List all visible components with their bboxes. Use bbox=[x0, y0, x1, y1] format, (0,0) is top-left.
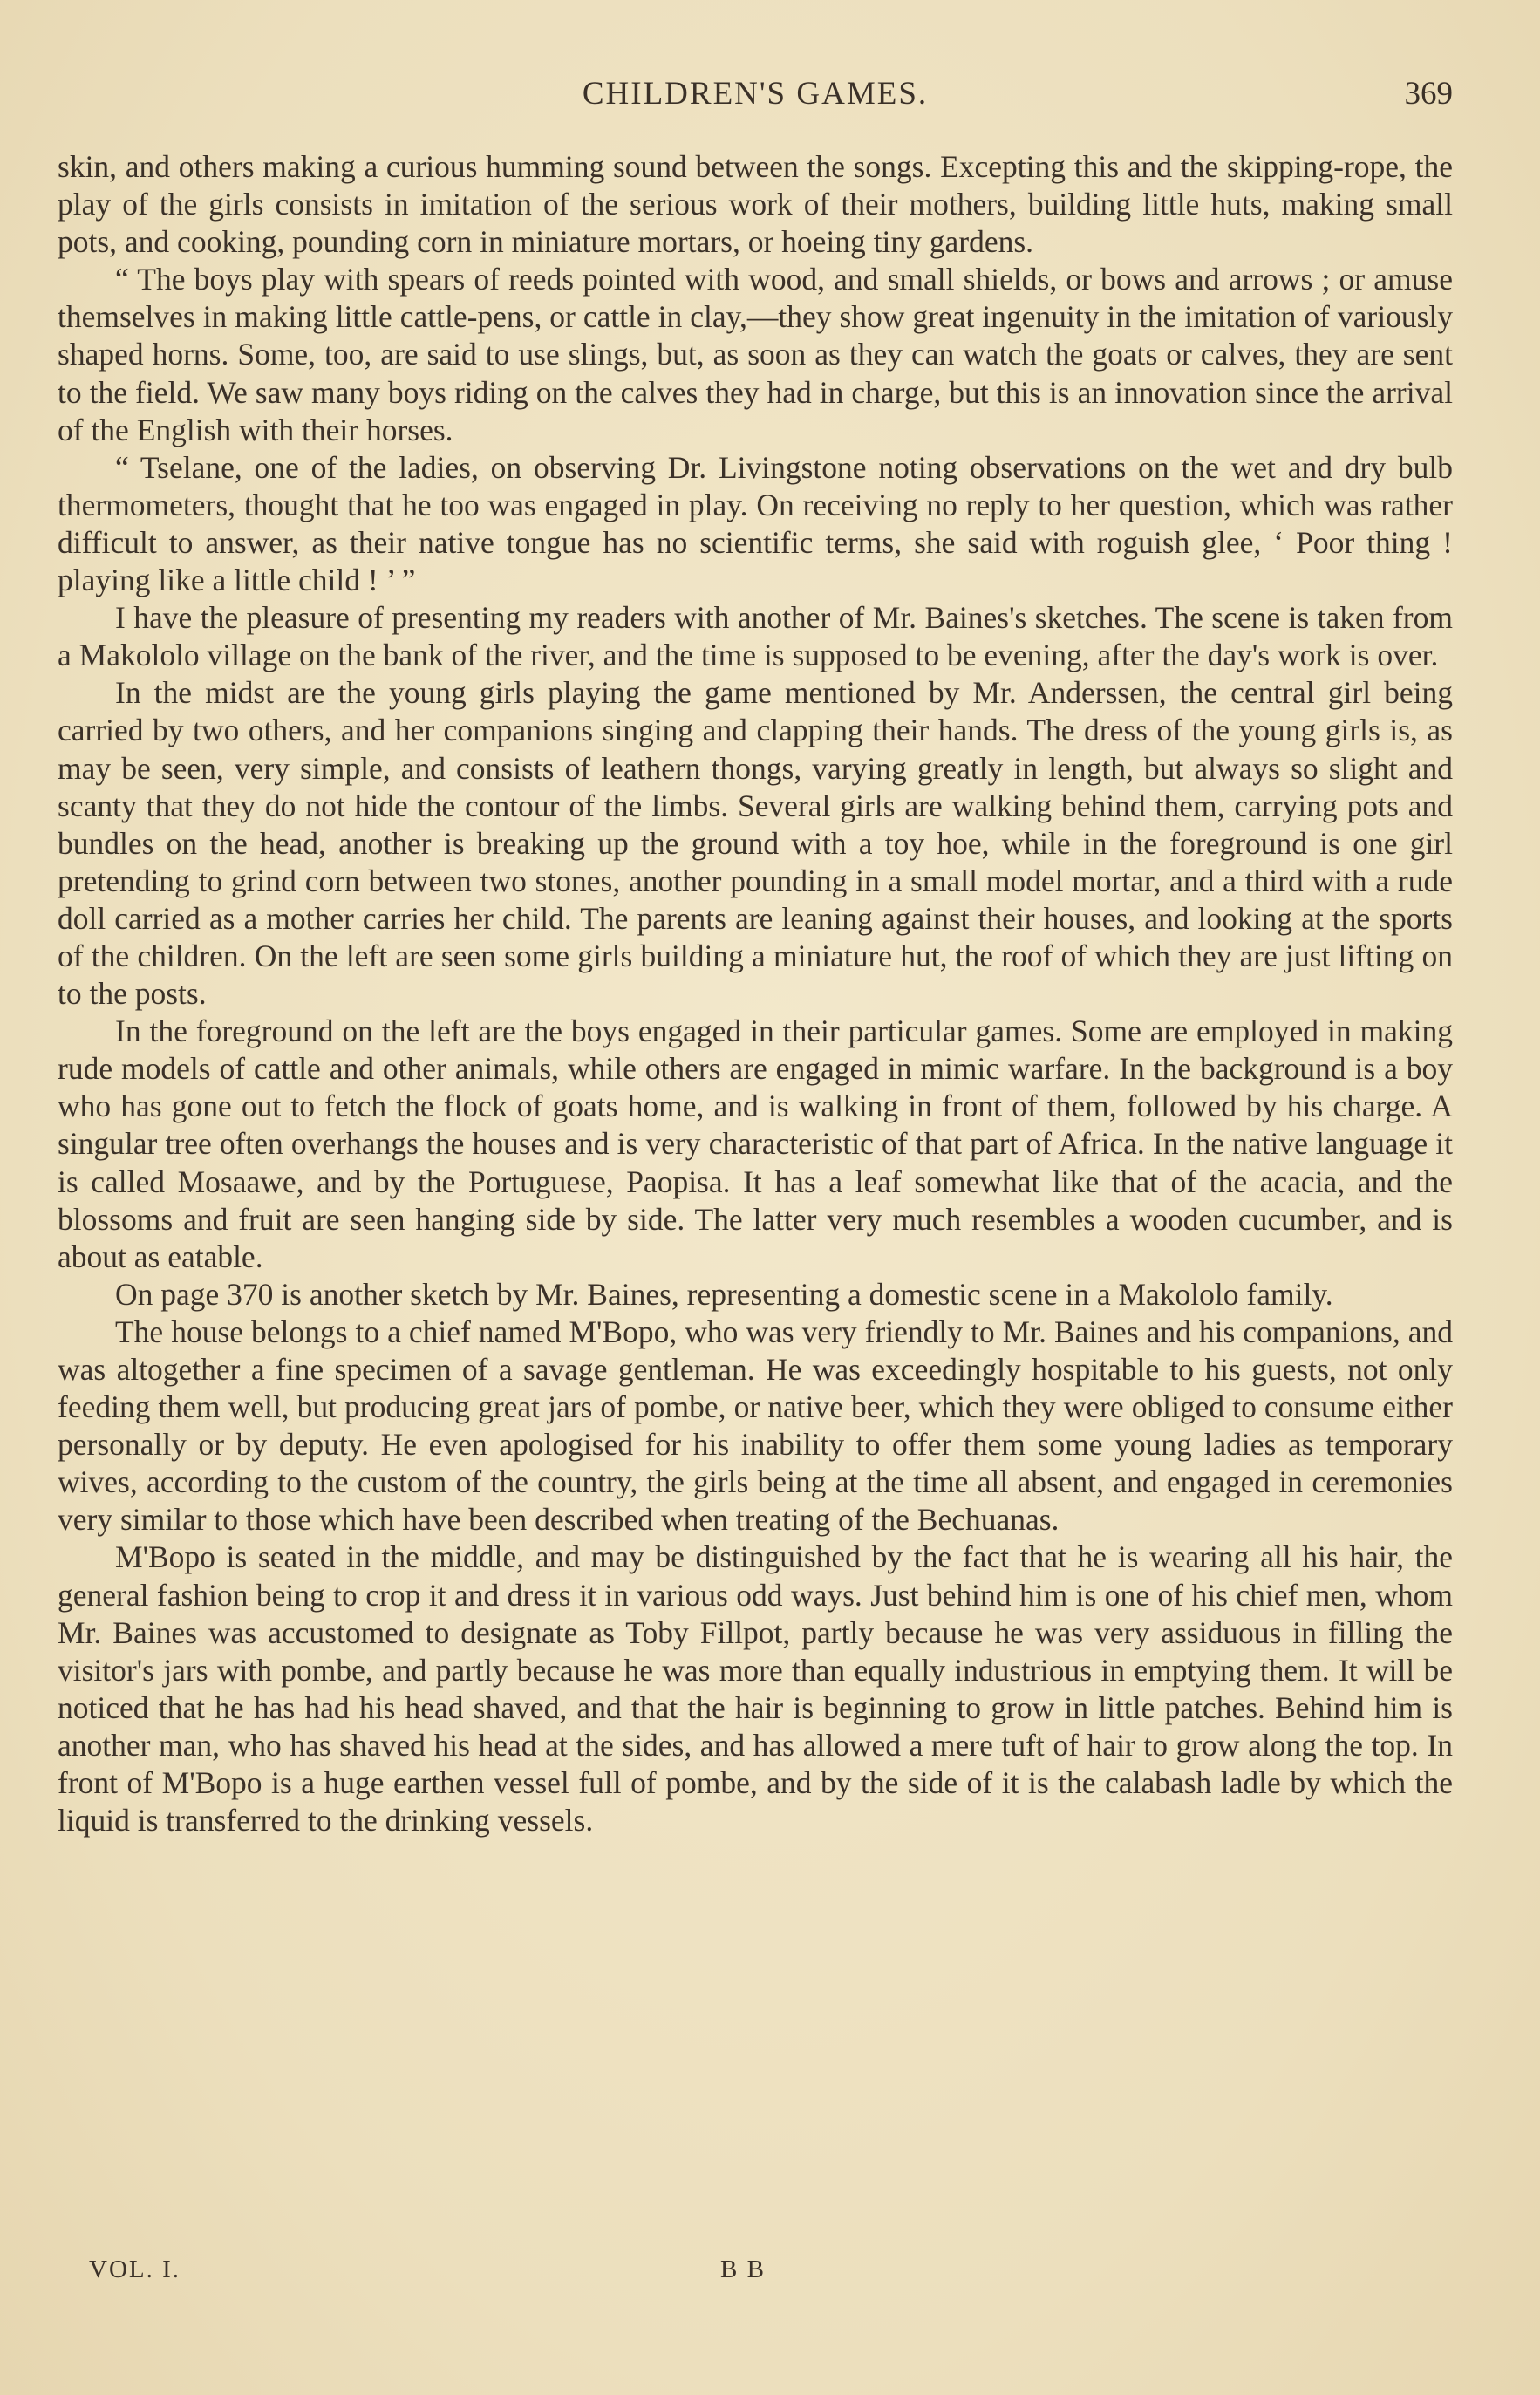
running-title: CHILDREN'S GAMES. bbox=[582, 76, 929, 112]
paragraph-7: On page 370 is another sketch by Mr. Baines, representing a domestic scene in a Makololo family. bbox=[115, 1276, 1333, 1312]
signature-mark: B B bbox=[720, 2255, 766, 2283]
body-text bbox=[58, 148, 1453, 1839]
paragraph-1: skin, and others making a curious humming sound between the songs. Excepting this and the skipping-rope, the play of the girls consists in imitation of the serious work of their mothers, building little huts, making small pots, and cooking, pounding corn in miniature mortars, or hoeing tiny gardens. bbox=[58, 149, 1453, 260]
page-header bbox=[58, 75, 1453, 119]
paragraph-8: The house belongs to a chief named M'Bopo, who was very friendly to Mr. Baines and his companions, and was altogether a fine specimen of a savage gentleman. He was exceedingly hospitable to his guests, not only feeding them well, but producing great jars of pombe, or native beer, which they were obliged to consume either personally or by deputy. He even apologised for his inability to offer them some young ladies as temporary wives, according to the custom of the country, the girls being at the time all absent, and engaged in ceremonies very similar to those which have been described when treating of the Bechuanas. bbox=[58, 1313, 1453, 1538]
paragraph-5: In the midst are the young girls playing the game mentioned by Mr. Anderssen, the central girl being carried by two others, and her companions singing and clapping their hands. The dress of the young girls is, as may be seen, very simple, and consists of leathern thongs, varying greatly in length, but always so slight and scanty that they do not hide the contour of the limbs. Several girls are walking behind them, carrying pots and bundles on the head, another is breaking up the ground with a toy hoe, while in the foreground is one girl pretending to grind corn between two stones, another pounding in a small model mortar, and a third with a rude doll carried as a mother carries her child. The parents are leaning against their houses, and looking at the sports of the children. On the left are seen some girls building a miniature hut, the roof of which they are just lifting on to the posts. bbox=[58, 675, 1453, 1012]
paragraph-6: In the foreground on the left are the boys engaged in their particular games. Some are employed in making rude models of cattle and other animals, while others are engaged in mimic warfare. In the background is a boy who has gone out to fetch the flock of goats home, and is walking in front of them, followed by his charge. A singular tree often overhangs the houses and is very characteristic of that part of Africa. In the native language it is called Mosaawe, and by the Portuguese, Paopisa. It has a leaf somewhat like that of the acacia, and the blossoms and fruit are seen hanging side by side. The latter very much resembles a wooden cucumber, and is about as eatable. bbox=[58, 1013, 1453, 1274]
paragraph-9: M'Bopo is seated in the middle, and may be distinguished by the fact that he is wearing all his hair, the general fashion being to crop it and dress it in various odd ways. Just behind him is one of his chief men, whom Mr. Baines was accustomed to designate as Toby Fillpot, partly because he was very assiduous in filling the visitor's jars with pombe, and partly because he was more than equally industrious in emptying them. It will be noticed that he has had his head shaved, and that the hair is beginning to grow in little patches. Behind him is another man, who has shaved his head at the sides, and has allowed a mere tuft of hair to grow along the top. In front of M'Bopo is a huge earthen vessel full of pombe, and by the side of it is the calabash ladle by which the liquid is transferred to the drinking vessels. bbox=[58, 1539, 1453, 1839]
paragraph-4: I have the pleasure of presenting my readers with another of Mr. Baines's sketches. The scene is taken from a Makololo village on the bank of the river, and the time is supposed to be evening, after the day's work is over. bbox=[58, 600, 1453, 673]
volume-label: VOL. I. bbox=[89, 2255, 181, 2283]
paragraph-3: “ Tselane, one of the ladies, on observing Dr. Livingstone noting observations on the wet and dry bulb thermometers, thought that he too was engaged in play. On receiving no reply to her question, which was rather difficult to answer, as their native tongue has no scientific terms, she said with roguish glee, ‘ Poor thing ! playing like a little child ! ’ ” bbox=[58, 449, 1453, 598]
page-footer bbox=[0, 2255, 1540, 2290]
page-number: 369 bbox=[1404, 76, 1453, 112]
paragraph-2: “ The boys play with spears of reeds pointed with wood, and small shields, or bows and arrows ; or amuse themselves in making little cattle-pens, or cattle in clay,—they show great ingenuity in the imitation of variously shaped horns. Some, too, are said to use slings, but, as soon as they can watch the goats or calves, they are sent to the field. We saw many boys riding on the calves they had in charge, but this is an innovation since the arrival of the English with their horses. bbox=[58, 262, 1453, 447]
